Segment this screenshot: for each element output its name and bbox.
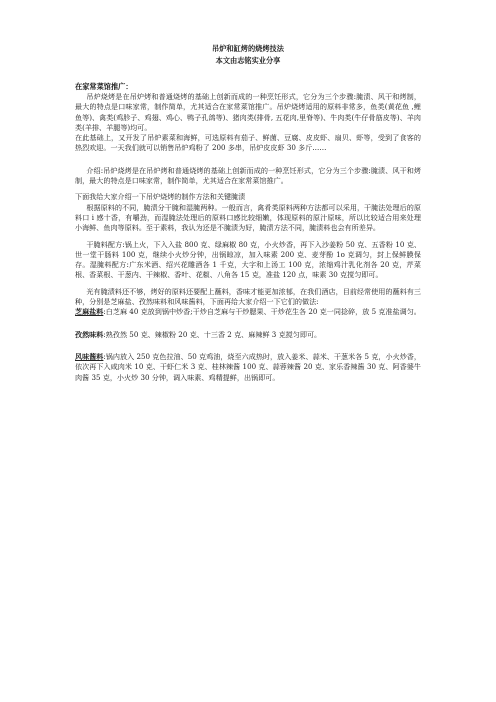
- paragraph-summary: 介绍:吊炉烧烤是在吊炉烤和普通烧烤的基础上创新而成的一种烹饪形式，它分为三个步骤:腌渍、风干和烤制，最大的特点是口味家常，制作简单，尤其适合在家常菜馆推广。: [75, 165, 421, 186]
- cumin-label: 孜然味料: [75, 329, 104, 339]
- paragraph-cumin: [75, 330, 421, 340]
- document-page: [75, 44, 421, 383]
- cumin-text: :熟孜然 50 克、辣椒粉 20 克、十三香 2 克、麻辣鲜 3 克搅匀即可。: [103, 329, 322, 339]
- paragraph-intro: 吊炉烧烤是在吊炉烤和普通烧烤的基础上创新而成的一种烹饪形式，它分为三个步骤:腌渍、风干和烤制，最大的特点是口味家常，制作简单，尤其适合在家常菜馆推广。吊炉烧烤适用的原料非常多，鱼类(黄花鱼 ,鲤鱼等)、禽类(鸡胗子、鸡翅、鸡心、鸭子孔鸽等)、猪肉类(排骨, 五花肉,里脊等)、牛肉类(牛仔骨筋皮等)、羊肉类(羊排、羊腿等)均可。: [75, 92, 421, 132]
- sesame-text: :白芝麻 40 克放到锅中炒香;干炒自芝麻与干炒腮果、干炒花生各 20 克一同捻碎，放 5 克准盐调匀。: [103, 307, 421, 317]
- paragraph-dips: 光有腌渍料还不够，烤好的原料还要配上蘸料，香味才能更加浓郁，在我们酒店，目前经常使用的蘸料有三种，分别是芝麻盐、孜然味料和风味酱料，下面再给大家介绍一下它们的做法:: [75, 286, 421, 307]
- paragraph-marinating: 根据原料的不同，腌渍分干腌和湿腌两种。一般而言，禽肴类原料两种方法都可以采用，干腌法处理后的原料口 i 感十香，有嚼劲，而湿腌法处理后的原料口感比较细嫩，体现原料的原汁原味，所以比较适合用来处理小海鲜、鱼肉等原料。至于素料，我认为还是不腌渍为好，腌渍方法不同，腌渍料也会有所差异。: [75, 202, 421, 233]
- sauce-label: 风味酱料: [75, 351, 104, 361]
- sesame-label: 芝麻盐料: [75, 307, 104, 317]
- section-heading: 在家常菜馆推广：: [75, 82, 133, 91]
- doc-subtitle: 本文由志铭实业分享: [215, 56, 281, 65]
- paragraph-sauce: [75, 352, 421, 383]
- paragraph-sesame: [75, 307, 421, 317]
- sauce-text: :锅内放入 250 克色拉油、50 克鸡油，烧至六成热时，放入姜米、蒜米、干葱米各 5 克，小火炒香，依次再下入咸肉米 10 克、干虾仁米 3 克、桂林辣酱 100 克、蒜蓉辣酱 20 克、家乐香辣酱 30 克、阿香婆牛肉酱 35 克，小火炒 30 分钟，调入味素、鸡精提鲜，出锅即可。: [75, 351, 422, 382]
- paragraph-recipe: 干腌料配方:锅上火，下入入盐 800 克、绿麻椒 80 克，小火炒香，再下入沙姜粉 50 克、五香粉 10 克、世一堂干肠料 100 克，继续小火炒分钟，出锅晾凉，加入味素 200 克、麦芽酚 1o 克调匀，封上保鲜膜保存。湿腌料配方:广东米酒、绍兴花雕酒各 1 千克，大字和上汤工 100 克，浓缩鸡汁乳化剂各 20 克，芹菜根、香菜根、干葱内、干辣椒、香叶、花椒、八角各 15 克，准盐 120 点，味素 30 克搅匀即可。: [75, 239, 421, 280]
- doc-title: 吊炉和缸烤的烧烤技法: [212, 44, 284, 53]
- paragraph-method-intro: 下面我给大家介绍一下吊炉烧烤的制作方法和关键腌渍: [75, 192, 246, 202]
- paragraph-seafood: 在此基础上，又开发了吊炉素菜和海鲜，可选原料有茄子、鲜菌、豆腐、皮皮虾、扇贝、虾等，受到了食客的热烈欢迎。一天我们就可以销售吊炉鸡粉了 200 多串，吊炉皮皮虾 30 多斤……: [75, 133, 421, 153]
